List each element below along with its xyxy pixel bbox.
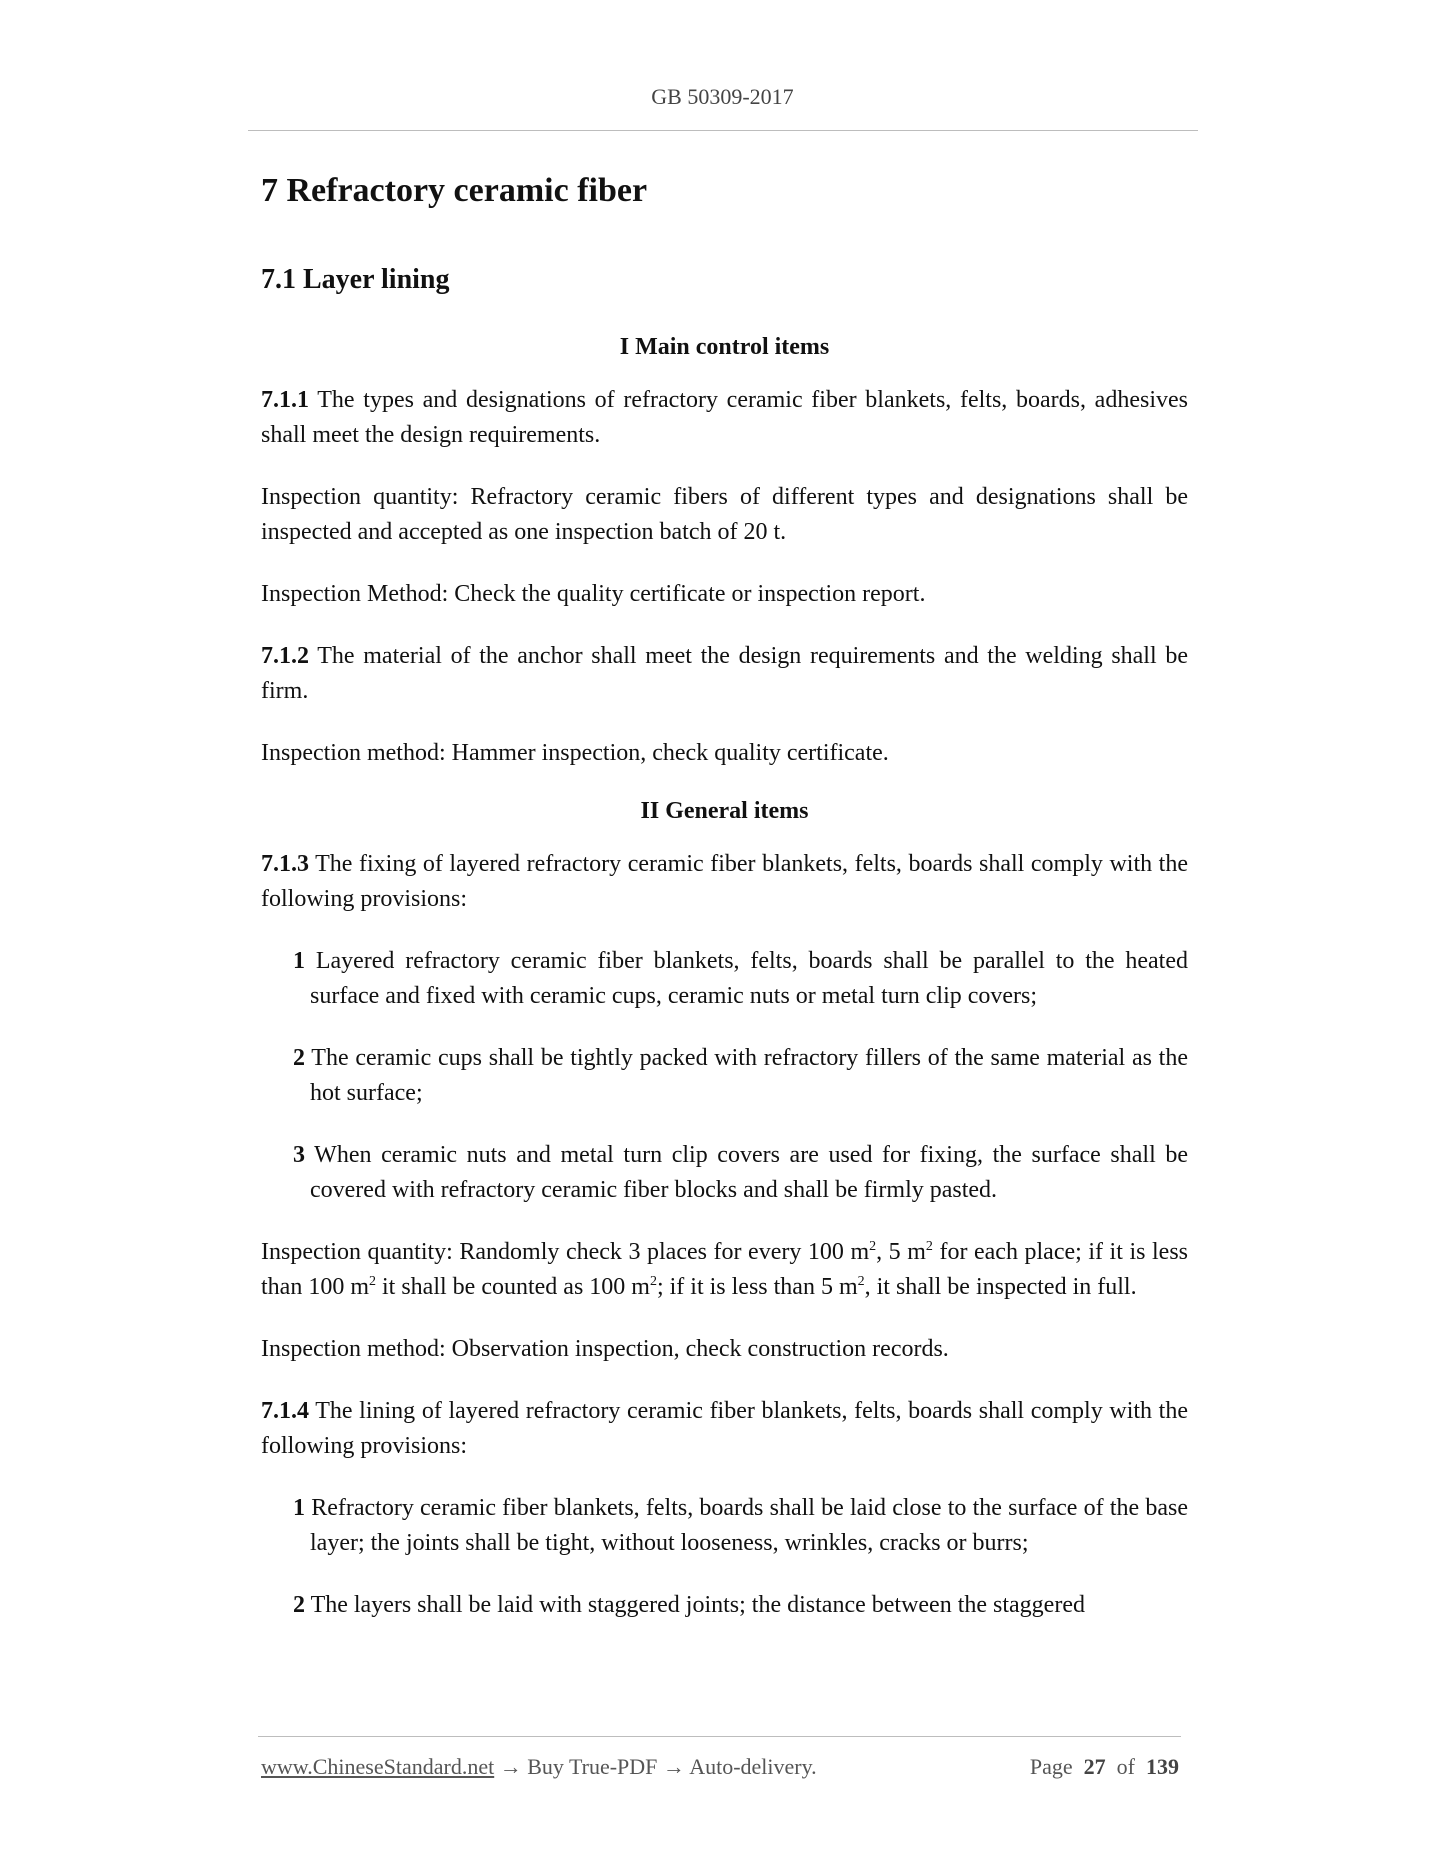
clause-number: 7.1.1 bbox=[261, 387, 309, 413]
clause-number: 7.1.4 bbox=[261, 1398, 309, 1424]
clause-7-1-4 bbox=[261, 1394, 1188, 1464]
clause-number: 7.1.2 bbox=[261, 643, 309, 669]
qty-text: , it shall be inspected in full. bbox=[864, 1274, 1137, 1300]
chapter-title: 7 Refractory ceramic fiber bbox=[261, 172, 648, 209]
qty-text: for each place; if it is less than 100 m bbox=[261, 1239, 1188, 1300]
clause-number: 7.1.3 bbox=[261, 851, 309, 877]
superscript: 2 bbox=[925, 1239, 933, 1254]
of-label: of bbox=[1116, 1754, 1135, 1779]
header-divider bbox=[248, 130, 1198, 131]
superscript: 2 bbox=[649, 1274, 657, 1289]
item-number: 1 bbox=[293, 1495, 305, 1521]
subhead-general-items: II General items bbox=[640, 798, 809, 824]
section-title: 7.1 Layer lining bbox=[261, 264, 450, 295]
clause-text: The types and designations of refractory ceramic fiber blankets, felts, boards, adhesives shall meet the design requirements. bbox=[261, 387, 1188, 448]
inspection-method-7-1-2: Inspection method: Hammer inspection, check quality certificate. bbox=[261, 740, 889, 766]
superscript: 2 bbox=[369, 1274, 376, 1289]
qty-text: it shall be counted as 100 m bbox=[376, 1274, 650, 1300]
footer-divider bbox=[258, 1736, 1181, 1737]
footer-promo-text: → Buy True-PDF → Auto-delivery. bbox=[494, 1754, 817, 1779]
inspection-method-7-1-3: Inspection method: Observation inspection, check construction records. bbox=[261, 1336, 949, 1362]
superscript: 2 bbox=[869, 1239, 877, 1254]
clause-text: The material of the anchor shall meet the design requirements and the welding shall be firm. bbox=[261, 643, 1188, 704]
clause-7-1-3 bbox=[261, 847, 1188, 917]
list-item-7-1-3-2 bbox=[293, 1041, 1188, 1111]
item-text: The ceramic cups shall be tightly packed with refractory fillers of the same material as the hot surface; bbox=[305, 1045, 1188, 1106]
item-number: 2 bbox=[293, 1592, 305, 1618]
qty-text: ; if it is less than 5 m bbox=[656, 1274, 858, 1300]
item-text: Layered refractory ceramic fiber blankets, felts, boards shall be parallel to the heated surface and fixed with ceramic cups, ceramic nuts or metal turn clip covers; bbox=[305, 948, 1188, 1009]
superscript: 2 bbox=[857, 1274, 865, 1289]
inspection-method-7-1-1: Inspection Method: Check the quality certificate or inspection report. bbox=[261, 581, 926, 607]
item-text: Refractory ceramic fiber blankets, felts, boards shall be laid close to the surface of the base layer; the joints shall be tight, without looseness, wrinkles, cracks or burrs; bbox=[305, 1495, 1188, 1556]
item-number: 2 bbox=[293, 1045, 305, 1071]
clause-text: The lining of layered refractory ceramic fiber blankets, felts, boards shall comply with the following provisions: bbox=[261, 1398, 1188, 1459]
subhead-main-control-items: I Main control items bbox=[619, 334, 830, 360]
page-footer bbox=[261, 1754, 1179, 1784]
list-item-7-1-4-1 bbox=[293, 1491, 1188, 1561]
qty-text: , 5 m bbox=[876, 1239, 926, 1265]
document-code: GB 50309-2017 bbox=[651, 84, 794, 109]
page-body bbox=[261, 172, 1188, 1650]
current-page: 27 bbox=[1083, 1754, 1106, 1779]
list-item-7-1-3-1 bbox=[293, 944, 1188, 1014]
item-text: The layers shall be laid with staggered joints; the distance between the staggered bbox=[305, 1592, 1085, 1618]
item-number: 1 bbox=[293, 948, 305, 974]
item-text: When ceramic nuts and metal turn clip covers are used for fixing, the surface shall be covered with refractory ceramic fiber blocks and shall be firmly pasted. bbox=[305, 1142, 1188, 1203]
inspection-quantity-7-1-3 bbox=[261, 1235, 1188, 1305]
inspection-quantity-7-1-1: Inspection quantity: Refractory ceramic fibers of different types and designations shall be inspected and accepted as one inspection batch of 20 t. bbox=[261, 484, 1188, 545]
clause-7-1-2 bbox=[261, 639, 1188, 709]
clause-7-1-1 bbox=[261, 383, 1188, 453]
clause-text: The fixing of layered refractory ceramic fiber blankets, felts, boards shall comply with the following provisions: bbox=[261, 851, 1188, 912]
website-link[interactable]: www.ChineseStandard.net bbox=[261, 1754, 495, 1779]
page-number bbox=[1030, 1754, 1179, 1780]
footer-promo bbox=[261, 1754, 817, 1780]
list-item-7-1-4-2 bbox=[293, 1588, 1188, 1623]
total-pages: 139 bbox=[1146, 1754, 1179, 1779]
list-item-7-1-3-3 bbox=[293, 1138, 1188, 1208]
page-label: Page bbox=[1029, 1754, 1073, 1779]
item-number: 3 bbox=[293, 1142, 305, 1168]
qty-text: Inspection quantity: Randomly check 3 places for every 100 m bbox=[261, 1239, 870, 1265]
